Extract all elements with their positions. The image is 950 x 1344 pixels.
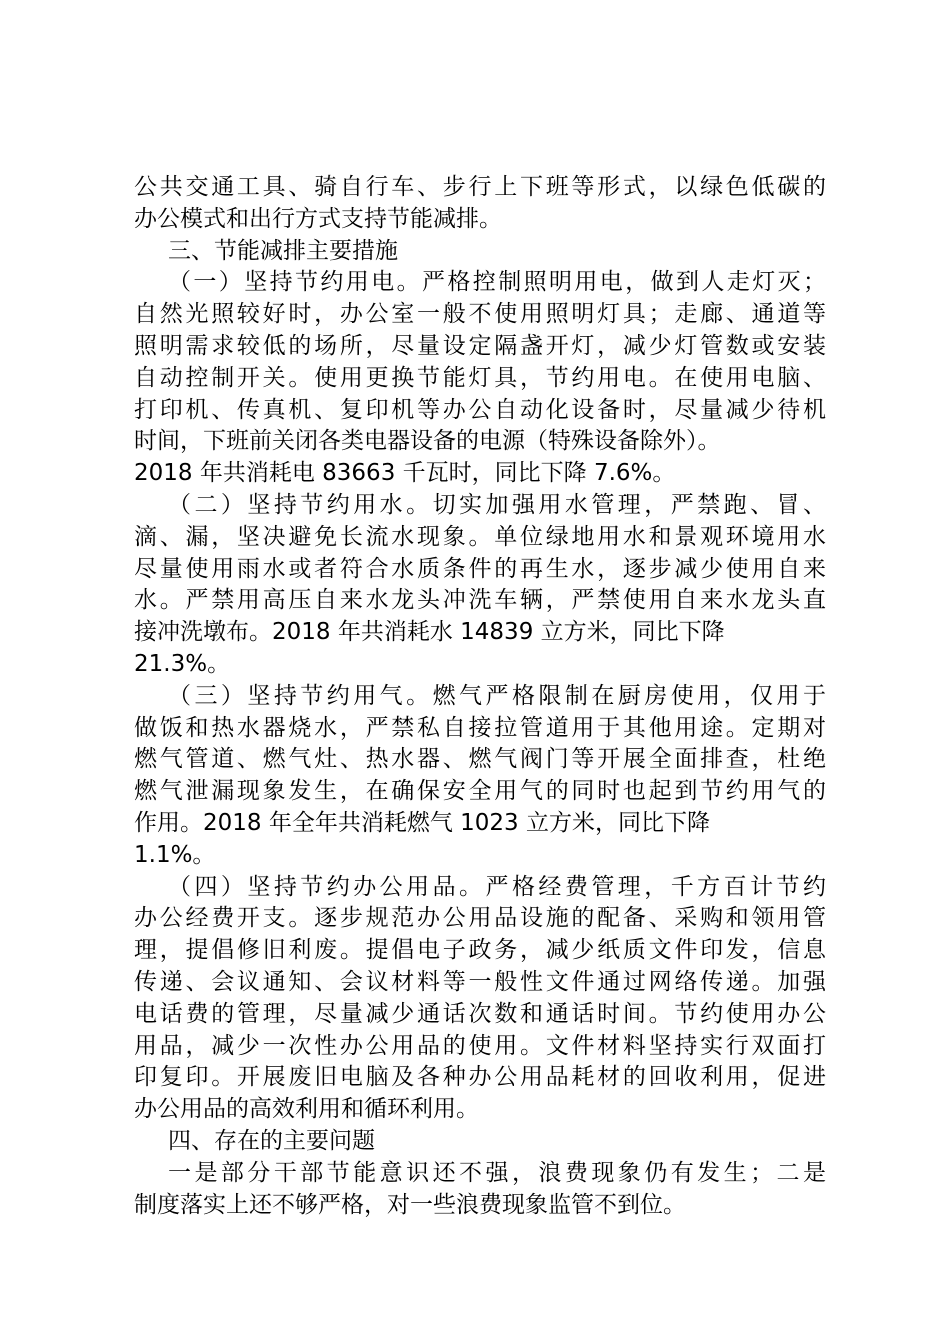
text-line: 办公模式和出行方式支持节能减排。 <box>134 205 502 232</box>
text-line: 自然光照较好时，办公室一般不使用照明灯具；走廊、通道等 <box>134 301 826 328</box>
text-line: 用品，减少一次性办公用品的使用。文件材料坚持实行双面打 <box>134 1032 826 1059</box>
paragraph-start-line: （二）坚持节约用水。切实加强用水管理，严禁跑、冒、 <box>168 491 826 518</box>
text-line: 燃气泄漏现象发生，在确保安全用气的同时也起到节约用气的 <box>134 778 826 805</box>
text-line: 公共交通工具、骑自行车、步行上下班等形式，以绿色低碳的 <box>134 174 826 200</box>
text-line: 制度落实上还不够严格，对一些浪费现象监管不到位。 <box>134 1191 686 1218</box>
text-line: 办公经费开支。逐步规范办公用品设施的配备、采购和领用管 <box>134 905 826 932</box>
text-line: 自动控制开关。使用更换节能灯具，节约用电。在使用电脑、 <box>134 364 826 391</box>
paragraph-start-line: （四）坚持节约办公用品。严格经费管理，千方百计节约 <box>168 873 826 900</box>
section-heading: 三、节能减排主要措施 <box>168 237 398 264</box>
text-line: 水。严禁用高压自来水龙头冲洗车辆，严禁使用自来水龙头直 <box>134 587 826 614</box>
text-line: 照明需求较低的场所，尽量设定隔盏开灯，减少灯管数或安装 <box>134 332 826 359</box>
text-line: 2018 年共消耗电 83663 千瓦时，同比下降 7.6%。 <box>134 460 676 487</box>
text-line: 印复印。开展废旧电脑及各种办公用品耗材的回收利用，促进 <box>134 1064 826 1091</box>
text-line: 作用。2018 年全年共消耗燃气 1023 立方米，同比下降 <box>134 809 710 836</box>
text-line: 尽量使用雨水或者符合水质条件的再生水，逐步减少使用自来 <box>134 555 826 582</box>
text-line: 时间，下班前关闭各类电器设备的电源（特殊设备除外）。 <box>134 428 721 455</box>
text-line: 理，提倡修旧利废。提倡电子政务，减少纸质文件印发，信息 <box>134 937 826 964</box>
text-line: 21.3%。 <box>134 650 231 677</box>
text-line: 滴、漏，坚决避免长流水现象。单位绿地用水和景观环境用水 <box>134 523 826 550</box>
text-line: 做饭和热水器烧水，严禁私自接拉管道用于其他用途。定期对 <box>134 714 826 741</box>
body-text <box>134 172 826 1221</box>
text-line: 传递、会议通知、会议材料等一般性文件通过网络传递。加强 <box>134 968 826 995</box>
text-line: 燃气管道、燃气灶、热水器、燃气阀门等开展全面排查，杜绝 <box>134 746 826 773</box>
text-line: 接冲洗墩布。2018 年共消耗水 14839 立方米，同比下降 <box>134 619 725 646</box>
text-line: 电话费的管理，尽量减少通话次数和通话时间。节约使用办公 <box>134 1000 826 1027</box>
paragraph-start-line: 一是部分干部节能意识还不强，浪费现象仍有发生；二是 <box>168 1159 826 1186</box>
paragraph-start-line: （三）坚持节约用气。燃气严格限制在厨房使用，仅用于 <box>168 682 826 709</box>
text-line: 1.1%。 <box>134 841 216 868</box>
text-line: 办公用品的高效利用和循环利用。 <box>134 1096 479 1123</box>
text-line: 打印机、传真机、复印机等办公自动化设备时，尽量减少待机 <box>134 396 826 423</box>
paragraph-start-line: （一）坚持节约用电。严格控制照明用电，做到人走灯灭； <box>168 269 826 296</box>
section-heading: 四、存在的主要问题 <box>168 1127 375 1154</box>
